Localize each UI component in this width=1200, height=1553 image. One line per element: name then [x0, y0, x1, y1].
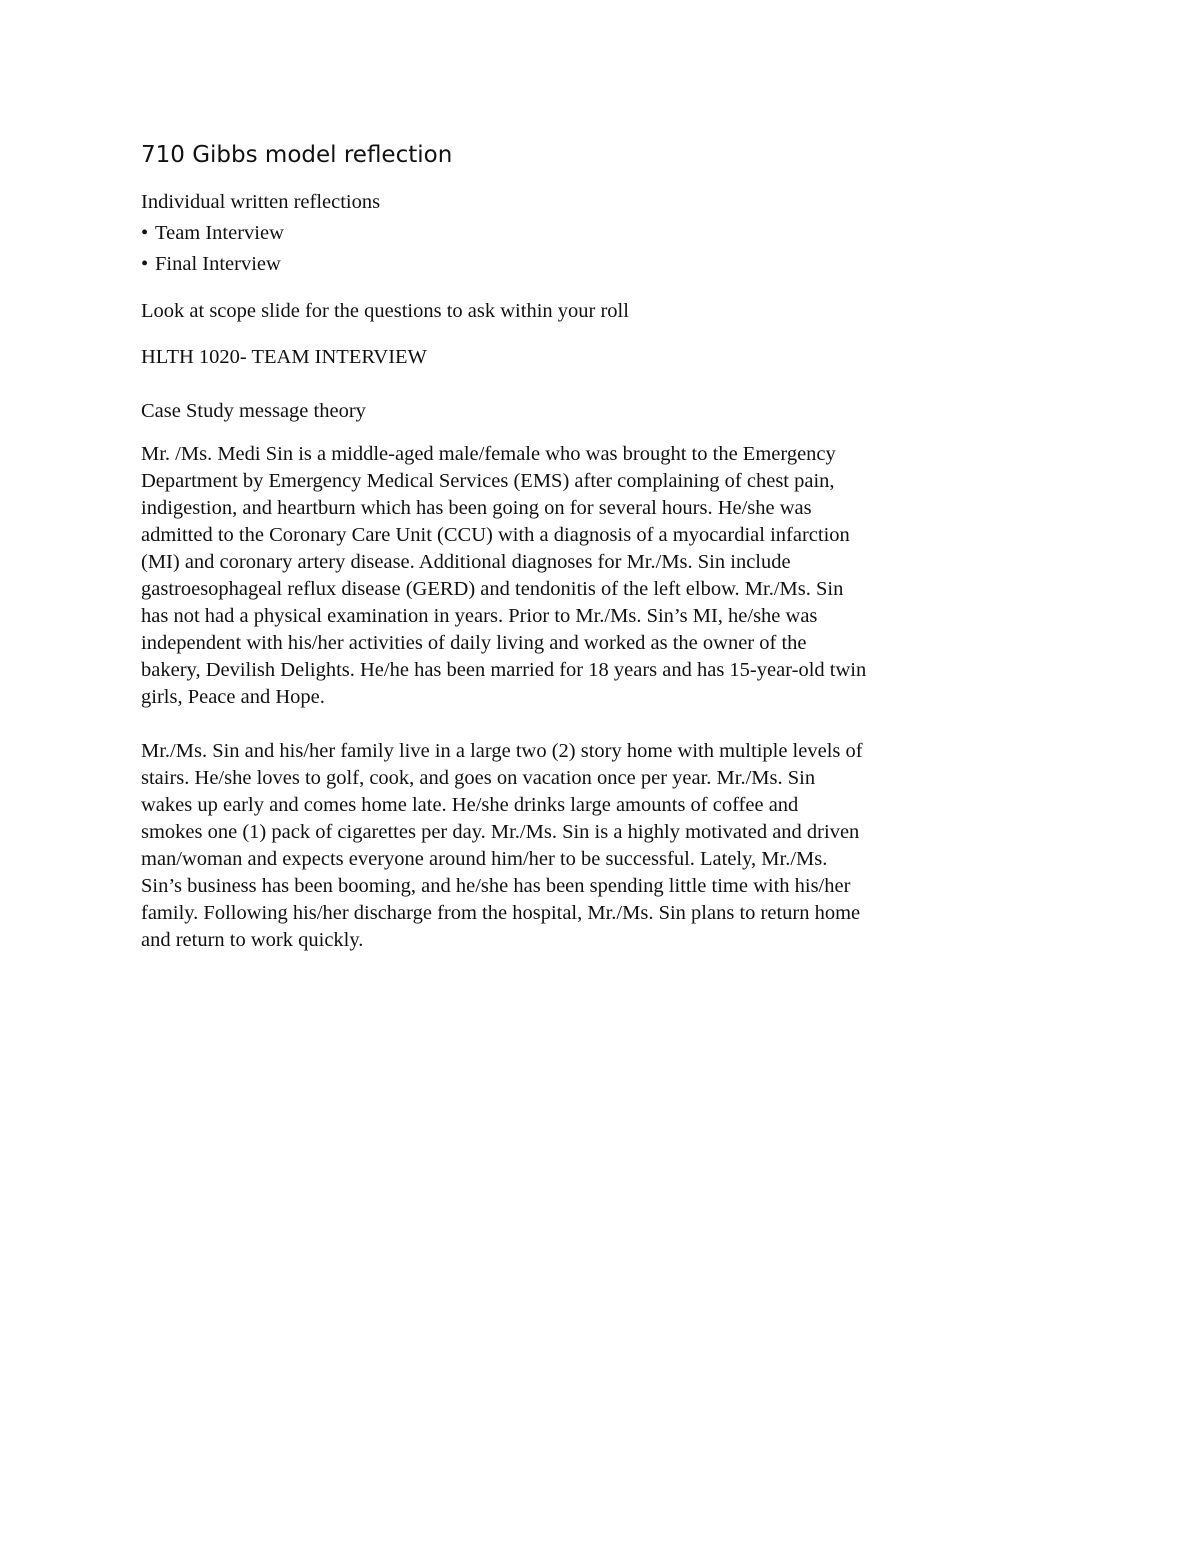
paragraph-line: Sin’s business has been booming, and he/she has been spending little time with his/her [141, 875, 851, 897]
paragraph-line: admitted to the Coronary Care Unit (CCU) with a diagnosis of a myocardial infarction [141, 524, 850, 546]
paragraph-line: (MI) and coronary artery disease. Additional diagnoses for Mr./Ms. Sin include [141, 551, 791, 573]
bullet-icon: • [141, 253, 149, 275]
list-item [141, 220, 1001, 247]
document-title: 710 Gibbs model reflection [141, 142, 453, 168]
paragraph-line: has not had a physical examination in years. Prior to Mr./Ms. Sin’s MI, he/she was [141, 605, 818, 627]
paragraph-line: gastroesophageal reflux disease (GERD) and tendonitis of the left elbow. Mr./Ms. Sin [141, 578, 844, 600]
paragraph-line: family. Following his/her discharge from the hospital, Mr./Ms. Sin plans to return home [141, 902, 861, 924]
bullet-icon: • [141, 222, 149, 244]
scope-note: Look at scope slide for the questions to ask within your roll [141, 300, 629, 322]
paragraph-line: Mr./Ms. Sin and his/her family live in a large two (2) story home with multiple levels of [141, 740, 863, 762]
document-body [141, 137, 1001, 954]
paragraph-line: independent with his/her activities of daily living and worked as the owner of the [141, 632, 807, 654]
paragraph-line: Mr. /Ms. Medi Sin is a middle-aged male/female who was brought to the Emergency [141, 443, 836, 465]
paragraph-line: wakes up early and comes home late. He/she drinks large amounts of coffee and [141, 794, 799, 816]
case-study-heading: Case Study message theory [141, 400, 366, 422]
paragraph-line: bakery, Devilish Delights. He/he has been married for 18 years and has 15-year-old twin [141, 659, 867, 681]
list-item-label: Team Interview [155, 222, 284, 244]
list-item-label: Final Interview [155, 253, 281, 275]
paragraph-line: and return to work quickly. [141, 929, 364, 951]
course-heading: HLTH 1020- TEAM INTERVIEW [141, 346, 427, 368]
case-paragraph-1 [141, 441, 1001, 711]
paragraph-line: smokes one (1) pack of cigarettes per day. Mr./Ms. Sin is a highly motivated and driven [141, 821, 860, 843]
paragraph-line: girls, Peace and Hope. [141, 686, 325, 708]
intro-text: Individual written reflections [141, 191, 381, 213]
paragraph-line: man/woman and expects everyone around him/her to be successful. Lately, Mr./Ms. [141, 848, 828, 870]
paragraph-line: Department by Emergency Medical Services (EMS) after complaining of chest pain, [141, 470, 835, 492]
paragraph-line: indigestion, and heartburn which has been going on for several hours. He/she was [141, 497, 812, 519]
paragraph-line: stairs. He/she loves to golf, cook, and goes on vacation once per year. Mr./Ms. Sin [141, 767, 816, 789]
case-paragraph-2 [141, 738, 1001, 954]
interview-list [141, 220, 1001, 278]
list-item [141, 251, 1001, 278]
